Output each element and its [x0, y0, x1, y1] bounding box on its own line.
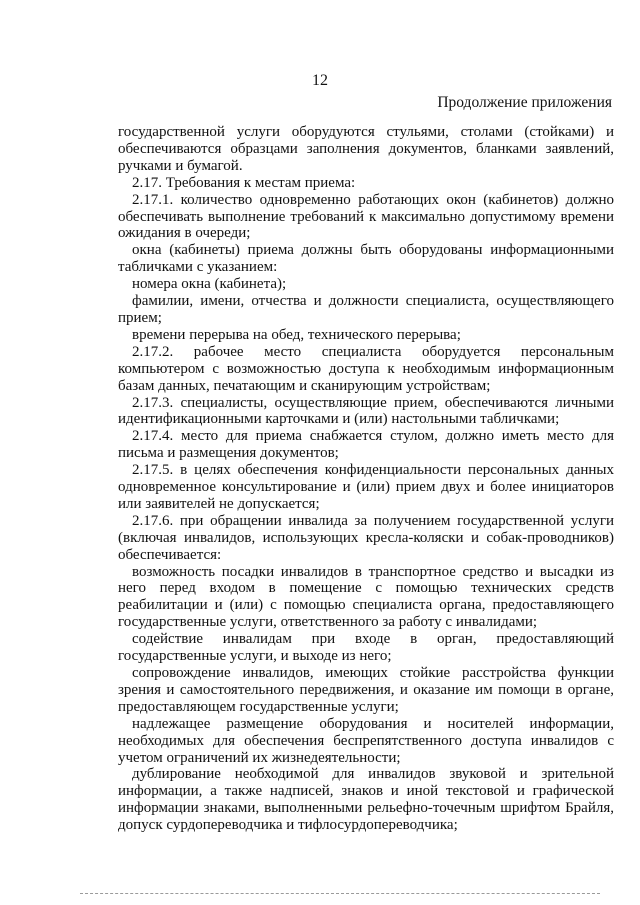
- body-text: [118, 124, 614, 834]
- paragraph-2-17-4: 2.17.4. место для приема снабжается стулом, должно иметь место для письма и размещения документов;: [118, 428, 614, 462]
- paragraph-2-17-5: 2.17.5. в целях обеспечения конфиденциальности персональных данных одновременное консультирование и (или) прием двух и более инициаторов или заявителей не допускается;: [118, 462, 614, 512]
- paragraph-specialist-name: фамилии, имени, отчества и должности специалиста, осуществляющего прием;: [118, 293, 614, 326]
- page-number: 12: [312, 72, 328, 89]
- paragraph-entry-assistance: содействие инвалидам при входе в орган, предоставляющий государственные услуги, и выходе из него;: [118, 631, 614, 665]
- paragraph-2-17-2: 2.17.2. рабочее место специалиста оборудуется персональным компьютером с возможностью доступа к необходимым информационным базам данных, печатающим и сканирующим устройствам;: [118, 343, 614, 394]
- paragraph-window-number: номера окна (кабинета);: [132, 276, 287, 293]
- paragraph-2-17-1: 2.17.1. количество одновременно работающих окон (кабинетов) должно обеспечивать выполнение требований к максимально допустимому времени ожидания в очереди;: [118, 191, 614, 242]
- paragraph-windows-signs: окна (кабинеты) приема должны быть оборудованы информационными табличками с указанием:: [118, 242, 614, 276]
- footer-divider: [80, 893, 600, 894]
- paragraph-boarding-assistance: возможность посадки инвалидов в транспортное средство и высадки из него перед входом в помещение с помощью технических средств реабилитации и (или) с помощью специалиста органа, предоставляющего государственные услуги, ответственного за работу с инвалидами;: [118, 563, 614, 631]
- paragraph-continued: государственной услуги оборудуются стульями, столами (стойками) и обеспечиваются образцами заполнения документов, бланками заявлений, ручками и бумагой.: [118, 124, 614, 174]
- paragraph-2-17-3: 2.17.3. специалисты, осуществляющие прием, обеспечиваются личными идентификационными карточками и (или) настольными табличками;: [118, 394, 614, 428]
- paragraph-break-time: времени перерыва на обед, технического перерыва;: [132, 326, 461, 343]
- continuation-heading: Продолжение приложения: [437, 94, 612, 111]
- paragraph-section-2-17: 2.17. Требования к местам приема:: [132, 174, 356, 191]
- paragraph-2-17-6: 2.17.6. при обращении инвалида за получением государственной услуги (включая инвалидов, использующих кресла-коляски и собак-проводников) обеспечивается:: [118, 512, 614, 563]
- paragraph-braille-duplication: дублирование необходимой для инвалидов звуковой и зрительной информации, а также надписей, знаков и иной текстовой и графической информации знаками, выполненными рельефно-точечным шрифтом Брайля, допуск сурдопереводчика и тифлосурдопереводчика;: [118, 766, 614, 834]
- paragraph-escort: сопровождение инвалидов, имеющих стойкие расстройства функции зрения и самостоятельного передвижения, и оказание им помощи в органе, предоставляющем государственные услуги;: [118, 665, 614, 715]
- paragraph-equipment-placement: надлежащее размещение оборудования и носителей информации, необходимых для обеспечения беспрепятственного доступа инвалидов с учетом ограничений их жизнедеятельности;: [118, 715, 614, 766]
